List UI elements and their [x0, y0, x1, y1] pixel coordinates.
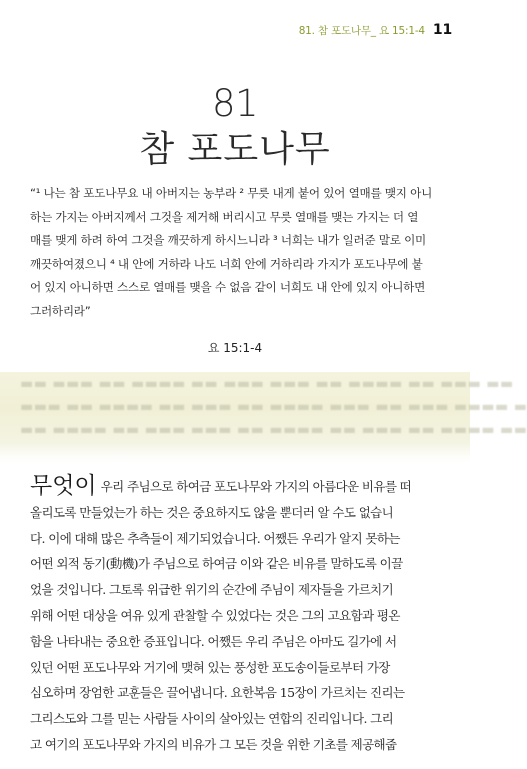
band-fade [0, 442, 470, 464]
scripture-line: “¹ 나는 참 포도나무요 내 아버지는 농부라 ² 무릇 내게 붙어 있어 열매를 맺지 아니 [30, 186, 433, 200]
body-line: 그리스도와 그를 믿는 사람들 사이의 살아있는 연합의 진리입니다. 그리 [30, 711, 394, 727]
body-line: 함을 나타내는 중요한 증표입니다. 어쨌든 우리 주님은 아마도 길가에 서 [30, 633, 397, 649]
body-line: 올리도록 만들었는가 하는 것은 중요하지도 않을 뿐더러 알 수도 없습니 [30, 504, 394, 520]
body-first-line [30, 474, 446, 500]
watermark-texture: ▬▬▬ ▬▬ ▬▬▬▬ ▬▬ ▬▬▬ ▬▬ ▬▬▬▬ ▬▬▬ ▬▬ ▬▬▬ ▬▬▬▬ ▬ [20, 399, 527, 415]
chapter-title: 참 포도나무 [139, 129, 331, 170]
first-line-rest: 우리 주님으로 하여금 포도나무와 가지의 아름다운 비유를 떠 [100, 479, 412, 494]
scripture-line: 매를 맺게 하려 하여 그것을 깨끗하게 하시느니라 ³ 너희는 내가 일러준 말로 이미 [30, 233, 427, 247]
body-line: 위해 어떤 대상을 여유 있게 관찰할 수 있었다는 것은 그의 고요함과 평온 [30, 607, 400, 623]
body-line: 있던 어떤 포도나무와 거기에 맺혀 있는 풍성한 포도송이들로부터 가장 [30, 659, 390, 675]
decorative-band [0, 372, 527, 464]
lead-word: 무엇이 [30, 473, 97, 499]
scripture-line: 깨끗하여졌으니 ⁴ 내 안에 거하라 나도 너희 안에 거하리라 가지가 포도나무에 붙 [30, 256, 423, 271]
chapter-number: 81 [211, 82, 259, 125]
watermark-texture: ▬▬ ▬▬▬ ▬▬ ▬▬▬▬ ▬▬ ▬▬▬ ▬▬▬ ▬▬ ▬▬▬▬ ▬▬ ▬▬▬ ▬▬ [20, 376, 514, 392]
running-title: 81. 참 포도나무_ 요 15:1-4 [298, 25, 425, 37]
body-line: 다. 이에 대해 많은 추측들이 제기되었습니다. 어쨌든 우리가 알지 못하는 [30, 530, 400, 546]
scripture-line: 그러하리라” [30, 303, 91, 318]
watermark-texture: ▬▬ ▬▬▬▬ ▬▬ ▬▬▬ ▬▬▬ ▬▬ ▬▬▬▬ ▬▬ ▬▬▬ ▬▬ ▬▬▬▬ ▬▬ [20, 422, 527, 438]
scripture-reference: 요 15:1-4 [207, 341, 263, 355]
running-header [299, 22, 452, 38]
body-line: 심오하며 장엄한 교훈들은 끌어냅니다. 요한복음 15장이 가르치는 진리는 [30, 685, 405, 701]
body-line: 어떤 외적 동기(動機)가 주님으로 하여금 이와 같은 비유를 말하도록 이끌 [30, 556, 403, 572]
page-number: 11 [432, 22, 452, 38]
body-text [30, 474, 446, 758]
scripture-line: 하는 가지는 아버지께서 그것을 제거해 버리시고 무릇 열매를 맺는 가지는 더 열 [30, 209, 419, 224]
body-line: 었을 것입니다. 그토록 위급한 위기의 순간에 주님이 제자들을 가르치기 [30, 582, 394, 598]
scripture-line: 어 있지 아니하면 스스로 열매를 맺을 수 없음 같이 너희도 내 안에 있지 아니하면 [30, 280, 426, 294]
body-line: 고 여기의 포도나무와 가지의 비유가 그 모든 것을 위한 기초를 제공해줍 [30, 736, 397, 752]
scripture-quote [30, 182, 444, 323]
